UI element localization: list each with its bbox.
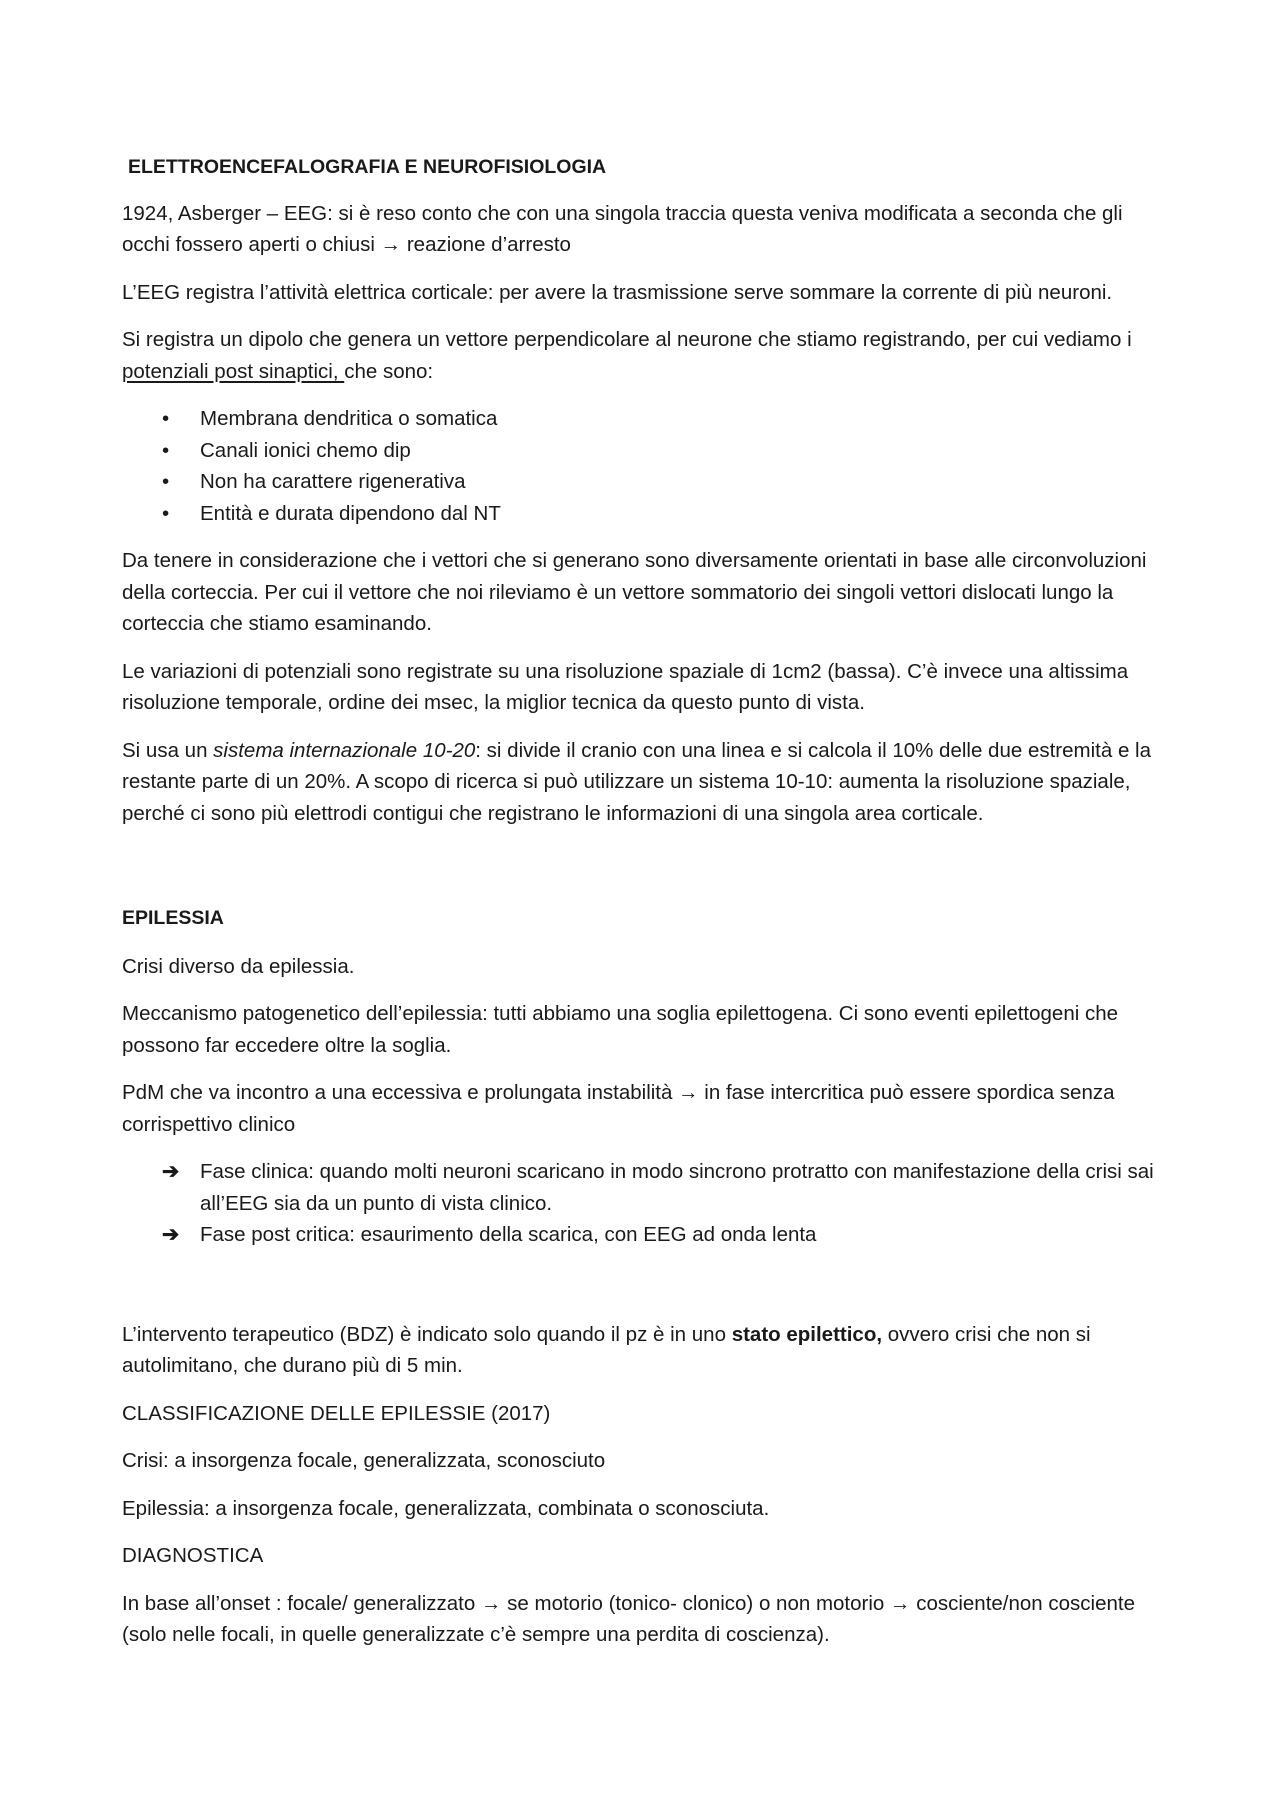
paragraph-instability: PdM che va incontro a una eccessiva e prolungata instabilità → in fase intercritica può essere spordica senza corrispettivo clinico	[122, 1081, 1115, 1136]
paragraph-crisis-vs-epilepsy: Crisi diverso da epilessia.	[122, 954, 355, 978]
paragraph-eeg-definition: L’EEG registra l’attività elettrica corticale: per avere la trasmissione serve sommare la corrente di più neuroni.	[122, 280, 1113, 304]
status-epilepticus-term: stato epilettico,	[731, 1322, 883, 1346]
list-item	[122, 1156, 1172, 1219]
paragraph-pathogenesis: Meccanismo patogenetico dell’epilessia: tutti abbiamo una soglia epilettogena. Ci sono eventi epilettogeni che possono far eccedere oltre la soglia.	[122, 1002, 1119, 1057]
document-page	[122, 152, 1172, 1667]
therapy-text-end: ovvero crisi che non si autolimitano, che durano più di 5 min.	[122, 1322, 1091, 1377]
section-spacer	[122, 1267, 1172, 1319]
phases-list	[122, 1156, 1172, 1251]
list-item	[122, 466, 1172, 498]
list-item-text: Fase post critica: esaurimento della scarica, con EEG ad onda lenta	[200, 1223, 817, 1246]
document-title: ELETTROENCEFALOGRAFIA E NEUROFISIOLOGIA	[128, 156, 607, 178]
dipole-text: Si registra un dipolo che genera un vettore perpendicolare al neurone che stiamo registrando, per cui vediamo i	[122, 328, 1132, 351]
paragraph-epilepsy-classification: Epilessia: a insorgenza focale, generalizzata, combinata o sconosciuta.	[122, 1496, 770, 1520]
paragraph-resolution: Le variazioni di potenziali sono registrate su una risoluzione spaziale di 1cm2 (bassa). C’è invece una altissima risoluzione temporale, ordine dei msec, la miglior tecnica da questo punto di vista.	[122, 659, 1129, 714]
list-item	[122, 435, 1172, 467]
paragraph-10-20-system	[122, 735, 1172, 830]
arrow-right-icon: ➔	[162, 1223, 180, 1246]
paragraph-eeg-history: 1924, Asberger – EEG: si è reso conto che con una singola traccia questa veniva modificata a seconda che gli occhi fossero aperti o chiusi → reazione d’arresto	[122, 201, 1123, 256]
diagnostics-heading: DIAGNOSTICA	[122, 1544, 264, 1567]
paragraph-therapy	[122, 1319, 1172, 1382]
classification-heading: CLASSIFICAZIONE DELLE EPILESSIE (2017)	[122, 1401, 551, 1425]
paragraph-vectors: Da tenere in considerazione che i vettori che si generano sono diversamente orientati in base alle circonvoluzioni della corteccia. Per cui il vettore che noi rileviamo è un vettore sommatorio dei singoli vettori dislocati lungo la corteccia che stiamo esaminando.	[122, 549, 1147, 635]
list-item-text: Membrana dendritica o somatica	[200, 407, 498, 430]
paragraph-crisis-classification: Crisi: a insorgenza focale, generalizzata, sconosciuto	[122, 1449, 606, 1472]
section-spacer	[122, 845, 1172, 903]
paragraph-dipole	[122, 324, 1172, 387]
list-item-text: Entità e durata dipendono dal NT	[200, 501, 501, 525]
arrow-right-icon: ➔	[162, 1160, 180, 1183]
paragraph-onset: In base all’onset : focale/ generalizzato → se motorio (tonico- clonico) o non motorio → cosciente/non cosciente (solo nelle focali, in quelle generalizzate c’è sempre una perdita di coscienza).	[122, 1591, 1135, 1646]
section-heading-epilessia: EPILESSIA	[122, 907, 224, 929]
bullet-icon: •	[162, 407, 170, 430]
system-text-end: : si divide il cranio con una linea e si calcola il 10% delle due estremità e la restante parte di un 20%. A scopo di ricerca si può utilizzare un sistema 10-10: aumenta la risoluzione spaziale, perché ci sono più elettrodi contigui che registrano le informazioni di una singola area corticale.	[122, 738, 1152, 825]
list-item	[122, 498, 1172, 530]
list-item	[122, 1219, 1172, 1251]
system-text: Si usa un	[122, 738, 214, 762]
list-item-text: Fase clinica: quando molti neuroni scaricano in modo sincrono protratto con manifestazione della crisi sai all’EEG sia da un punto di vista clinico.	[200, 1160, 1154, 1215]
bullet-icon: •	[162, 470, 170, 493]
bullet-icon: •	[162, 501, 170, 525]
system-term: sistema internazionale 10-20	[213, 738, 476, 762]
list-item-text: Non ha carattere rigenerativa	[200, 470, 466, 493]
postsynaptic-potentials-term: potenziali post sinaptici,	[122, 359, 345, 383]
therapy-text: L’intervento terapeutico (BDZ) è indicato solo quando il pz è in uno	[122, 1322, 732, 1346]
dipole-text-end: che sono:	[344, 359, 434, 383]
list-item-text: Canali ionici chemo dip	[200, 438, 411, 462]
postsynaptic-features-list	[122, 403, 1172, 529]
bullet-icon: •	[162, 438, 170, 462]
list-item	[122, 403, 1172, 435]
